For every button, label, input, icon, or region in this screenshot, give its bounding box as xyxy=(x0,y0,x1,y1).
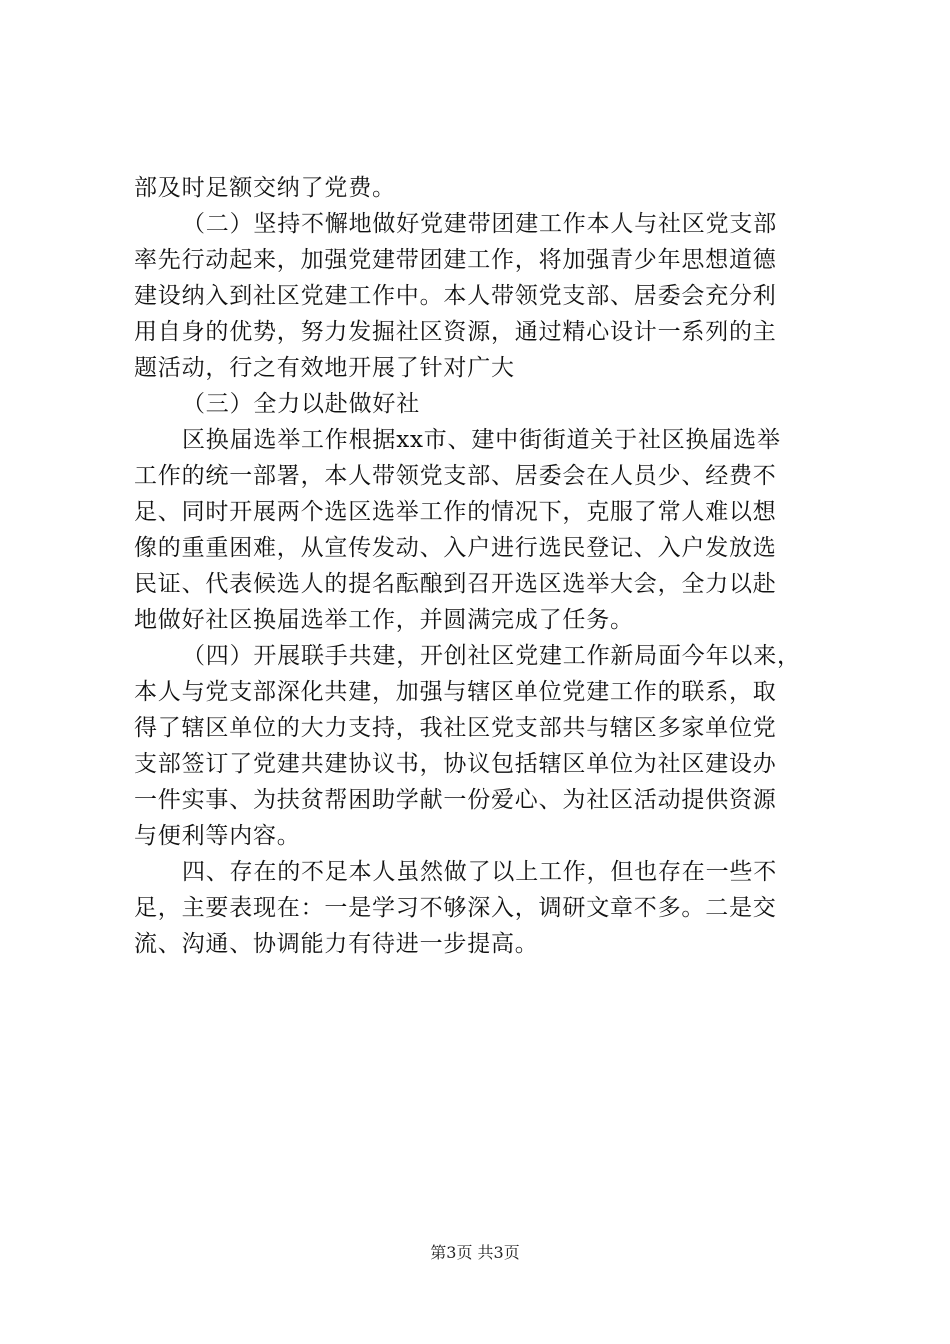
paragraph-line: 本人与党支部深化共建，加强与辖区单位党建工作的联系，取 xyxy=(134,679,777,705)
document-body xyxy=(134,170,824,962)
paragraph-line: 区换届选举工作根据xx市、建中街街道关于社区换届选举 xyxy=(182,427,781,453)
paragraph-line: （四）开展联手共建，开创社区党建工作新局面今年以来， xyxy=(182,643,801,669)
section-heading: （三）全力以赴做好社 xyxy=(182,391,420,417)
paragraph-line: 四、存在的不足本人虽然做了以上工作，但也存在一些不 xyxy=(182,859,777,885)
paragraph-line: 用自身的优势，努力发掘社区资源，通过精心设计一系列的主 xyxy=(134,319,777,345)
paragraph-line: 支部签订了党建共建协议书，协议包括辖区单位为社区建设办 xyxy=(134,751,777,777)
paragraph-line: （二）坚持不懈地做好党建带团建工作本人与社区党支部 xyxy=(182,211,777,237)
paragraph-line: 工作的统一部署，本人带领党支部、居委会在人员少、经费不 xyxy=(134,463,777,489)
paragraph-line: 流、沟通、协调能力有待进一步提高。 xyxy=(134,931,539,957)
paragraph-line: 率先行动起来，加强党建带团建工作，将加强青少年思想道德 xyxy=(134,247,777,273)
paragraph-line: 足、同时开展两个选区选举工作的情况下，克服了常人难以想 xyxy=(134,499,777,525)
page-number-footer: 第3页 共3页 xyxy=(430,1243,520,1262)
paragraph-line: 像的重重困难，从宣传发动、入户进行选民登记、入户发放选 xyxy=(134,535,777,561)
paragraph-line: 部及时足额交纳了党费。 xyxy=(134,175,396,201)
paragraph-line: 建设纳入到社区党建工作中。本人带领党支部、居委会充分利 xyxy=(134,283,777,309)
paragraph-line: 题活动，行之有效地开展了针对广大 xyxy=(134,355,515,381)
paragraph-line: 足，主要表现在：一是学习不够深入，调研文章不多。二是交 xyxy=(134,895,777,921)
paragraph-line: 地做好社区换届选举工作，并圆满完成了任务。 xyxy=(134,607,634,633)
paragraph-line: 一件实事、为扶贫帮困助学献一份爱心、为社区活动提供资源 xyxy=(134,787,777,813)
paragraph-line: 与便利等内容。 xyxy=(134,823,301,849)
paragraph-line: 民证、代表候选人的提名酝酿到召开选区选举大会，全力以赴 xyxy=(134,571,777,597)
paragraph-line: 得了辖区单位的大力支持，我社区党支部共与辖区多家单位党 xyxy=(134,715,777,741)
